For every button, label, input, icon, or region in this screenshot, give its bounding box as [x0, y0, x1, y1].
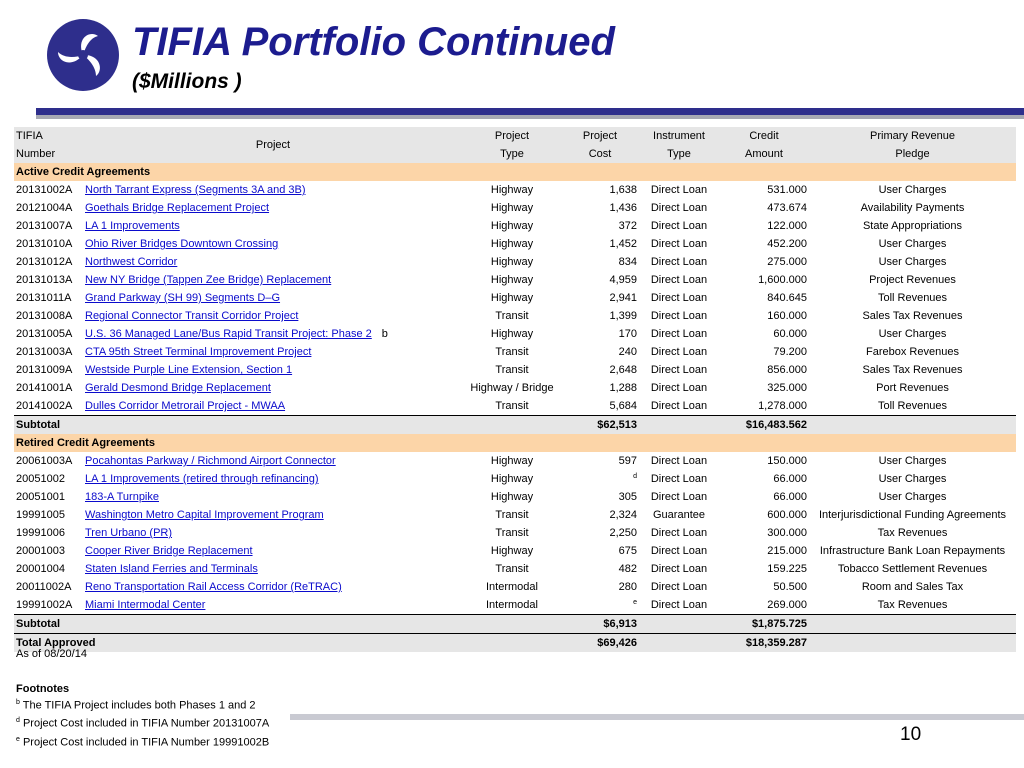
project-link[interactable]: Miami Intermodal Center [85, 599, 206, 611]
project-link[interactable]: Washington Metro Capital Improvement Program [85, 509, 324, 521]
credit-amount: 60.000 [719, 325, 809, 343]
revenue-pledge: Availability Payments [809, 199, 1016, 217]
as-of-date: As of 08/20/14 [16, 648, 87, 660]
instrument-type: Direct Loan [639, 235, 719, 253]
col-number-header: Number [14, 145, 83, 163]
project-cell [83, 199, 463, 217]
revenue-pledge: Sales Tax Revenues [809, 307, 1016, 325]
project-cost: 4,959 [561, 271, 639, 289]
project-cell [83, 181, 463, 199]
revenue-pledge: Interjurisdictional Funding Agreements [809, 506, 1016, 524]
project-cell [83, 488, 463, 506]
project-cell [83, 289, 463, 307]
project-cost: 2,250 [561, 524, 639, 542]
col-type-header: Project [463, 127, 561, 145]
project-cost [561, 470, 639, 488]
project-cost: 372 [561, 217, 639, 235]
section-retired-label: Retired Credit Agreements [14, 434, 1016, 452]
project-link[interactable]: Pocahontas Parkway / Richmond Airport Connector [85, 455, 336, 467]
project-link[interactable]: Tren Urbano (PR) [85, 527, 173, 539]
project-type: Highway [463, 325, 561, 343]
project-link[interactable]: Staten Island Ferries and Terminals [85, 563, 258, 575]
tifia-number: 19991002A [14, 596, 83, 615]
project-link[interactable]: Goethals Bridge Replacement Project [85, 202, 270, 214]
instrument-type: Direct Loan [639, 397, 719, 416]
project-cell [83, 379, 463, 397]
project-link[interactable]: Ohio River Bridges Downtown Crossing [85, 238, 279, 250]
credit-amount: 50.500 [719, 578, 809, 596]
project-type: Highway [463, 488, 561, 506]
project-type: Highway [463, 181, 561, 199]
project-cost: 1,436 [561, 199, 639, 217]
tifia-number: 20131013A [14, 271, 83, 289]
total-approved-row-label: Total Approved [14, 634, 561, 653]
project-type: Highway [463, 289, 561, 307]
instrument-type: Direct Loan [639, 560, 719, 578]
revenue-pledge: Tax Revenues [809, 596, 1016, 615]
instrument-type: Direct Loan [639, 542, 719, 560]
table-row [14, 307, 1016, 325]
instrument-type: Direct Loan [639, 524, 719, 542]
project-type: Highway [463, 199, 561, 217]
col-pledge-header: Primary Revenue [809, 127, 1016, 145]
revenue-pledge: User Charges [809, 470, 1016, 488]
retired-subtotal-row-credit: $1,875.725 [719, 615, 809, 634]
instrument-type: Direct Loan [639, 307, 719, 325]
project-type: Highway [463, 452, 561, 470]
project-cost: 675 [561, 542, 639, 560]
retired-subtotal-row-blank-2 [809, 615, 1016, 634]
tifia-number: 20051002 [14, 470, 83, 488]
retired-subtotal-row-label: Subtotal [14, 615, 561, 634]
project-type: Intermodal [463, 596, 561, 615]
tifia-number: 20121004A [14, 199, 83, 217]
project-cell [83, 524, 463, 542]
project-cell [83, 253, 463, 271]
revenue-pledge: Project Revenues [809, 271, 1016, 289]
retired-subtotal-row-cost: $6,913 [561, 615, 639, 634]
credit-amount: 122.000 [719, 217, 809, 235]
table-row [14, 325, 1016, 343]
instrument-type: Direct Loan [639, 199, 719, 217]
table-row [14, 397, 1016, 416]
project-type: Highway [463, 235, 561, 253]
credit-amount: 275.000 [719, 253, 809, 271]
project-cell [83, 452, 463, 470]
project-cell [83, 235, 463, 253]
page-number: 10 [900, 724, 922, 745]
table-row [14, 596, 1016, 615]
revenue-pledge: Room and Sales Tax [809, 578, 1016, 596]
tifia-number: 20131007A [14, 217, 83, 235]
tifia-number: 20131012A [14, 253, 83, 271]
col-pledge-header-2: Pledge [809, 145, 1016, 163]
page-subtitle: ($Millions ) [132, 70, 242, 93]
revenue-pledge: User Charges [809, 488, 1016, 506]
total-approved-row-blank [639, 634, 719, 653]
credit-amount: 215.000 [719, 542, 809, 560]
table-row [14, 506, 1016, 524]
project-type: Transit [463, 560, 561, 578]
footnote-e: $^e$ Project Cost included in TIFIA Number 19991002B [16, 736, 270, 749]
credit-amount: 600.000 [719, 506, 809, 524]
total-approved-row [14, 634, 1016, 653]
instrument-type: Direct Loan [639, 452, 719, 470]
table-row [14, 578, 1016, 596]
instrument-type: Direct Loan [639, 181, 719, 199]
project-type: Highway [463, 542, 561, 560]
cost-footnote-mark: e [633, 598, 637, 606]
table-row [14, 235, 1016, 253]
credit-amount: 325.000 [719, 379, 809, 397]
cost-footnote-mark: d [633, 472, 637, 480]
credit-amount: 452.200 [719, 235, 809, 253]
instrument-type: Direct Loan [639, 271, 719, 289]
col-credit-header-2: Amount [719, 145, 809, 163]
table-row [14, 289, 1016, 307]
retired-subtotal-row [14, 615, 1016, 634]
active-subtotal-row-label: Subtotal [14, 416, 561, 435]
credit-amount: 66.000 [719, 470, 809, 488]
instrument-type: Direct Loan [639, 488, 719, 506]
project-link[interactable]: Regional Connector Transit Corridor Project [85, 310, 299, 322]
credit-amount: 159.225 [719, 560, 809, 578]
revenue-pledge: Toll Revenues [809, 289, 1016, 307]
instrument-type: Direct Loan [639, 343, 719, 361]
project-type: Highway [463, 271, 561, 289]
section-active-label: Active Credit Agreements [14, 163, 1016, 181]
project-link[interactable]: North Tarrant Express (Segments 3A and 3B) [85, 184, 306, 196]
instrument-type: Direct Loan [639, 325, 719, 343]
table-row [14, 470, 1016, 488]
project-footnote-mark: b [381, 328, 388, 340]
revenue-pledge: Tax Revenues [809, 524, 1016, 542]
dot-logo-icon [46, 18, 120, 92]
project-cost: 834 [561, 253, 639, 271]
footnotes-heading: Footnotes [16, 683, 70, 695]
instrument-type: Direct Loan [639, 470, 719, 488]
project-cost: 1,399 [561, 307, 639, 325]
instrument-type: Direct Loan [639, 289, 719, 307]
revenue-pledge: User Charges [809, 253, 1016, 271]
revenue-pledge: Sales Tax Revenues [809, 361, 1016, 379]
project-type: Transit [463, 397, 561, 416]
project-cost: 2,941 [561, 289, 639, 307]
project-type: Intermodal [463, 578, 561, 596]
revenue-pledge: Farebox Revenues [809, 343, 1016, 361]
table-row [14, 361, 1016, 379]
project-cost [561, 596, 639, 615]
instrument-type: Direct Loan [639, 578, 719, 596]
project-type: Highway [463, 253, 561, 271]
revenue-pledge: User Charges [809, 235, 1016, 253]
instrument-type: Direct Loan [639, 596, 719, 615]
table-row [14, 379, 1016, 397]
table-row [14, 560, 1016, 578]
revenue-pledge: Infrastructure Bank Loan Repayments [809, 542, 1016, 560]
project-cost: 482 [561, 560, 639, 578]
project-type: Transit [463, 506, 561, 524]
table-row [14, 217, 1016, 235]
tifia-number: 20131009A [14, 361, 83, 379]
table-row [14, 181, 1016, 199]
table-row [14, 452, 1016, 470]
instrument-type: Direct Loan [639, 361, 719, 379]
project-link[interactable]: Grand Parkway (SH 99) Segments D–G [85, 292, 281, 304]
credit-amount: 79.200 [719, 343, 809, 361]
table-row [14, 271, 1016, 289]
instrument-type: Direct Loan [639, 379, 719, 397]
project-type: Transit [463, 307, 561, 325]
table-row [14, 343, 1016, 361]
revenue-pledge: User Charges [809, 181, 1016, 199]
col-instrument-header: Instrument [639, 127, 719, 145]
total-approved-row-blank-2 [809, 634, 1016, 653]
project-cell [83, 560, 463, 578]
project-link[interactable]: Gerald Desmond Bridge Replacement [85, 382, 271, 394]
project-link[interactable]: New NY Bridge (Tappen Zee Bridge) Replacement [85, 274, 332, 286]
col-cost-header: Project [561, 127, 639, 145]
tifia-number: 20131003A [14, 343, 83, 361]
portfolio-table-container [14, 127, 1016, 652]
credit-amount: 1,278.000 [719, 397, 809, 416]
tifia-number: 20131010A [14, 235, 83, 253]
footer-rule [290, 714, 1024, 720]
project-cell [83, 271, 463, 289]
project-cost: 2,324 [561, 506, 639, 524]
table-row [14, 488, 1016, 506]
project-type: Transit [463, 343, 561, 361]
credit-amount: 269.000 [719, 596, 809, 615]
project-link[interactable]: Dulles Corridor Metrorail Project - MWAA [85, 400, 286, 412]
tifia-number: 20001004 [14, 560, 83, 578]
instrument-type: Guarantee [639, 506, 719, 524]
project-type: Transit [463, 361, 561, 379]
project-type: Highway / Bridge [463, 379, 561, 397]
project-cell [83, 470, 463, 488]
retired-subtotal-row-blank [639, 615, 719, 634]
active-subtotal-row-cost: $62,513 [561, 416, 639, 435]
credit-amount: 300.000 [719, 524, 809, 542]
project-link[interactable]: Reno Transportation Rail Access Corridor (ReTRAC) [85, 581, 342, 593]
tifia-number: 20131002A [14, 181, 83, 199]
project-cell [83, 343, 463, 361]
portfolio-table [14, 127, 1016, 652]
credit-amount: 531.000 [719, 181, 809, 199]
credit-amount: 840.645 [719, 289, 809, 307]
project-link[interactable]: Northwest Corridor [85, 256, 178, 268]
project-type: Transit [463, 524, 561, 542]
tifia-number: 20051001 [14, 488, 83, 506]
table-row [14, 542, 1016, 560]
col-project-header: Project [83, 127, 463, 163]
credit-amount: 1,600.000 [719, 271, 809, 289]
page-title: TIFIA Portfolio Continued [132, 20, 615, 64]
col-instrument-header-2: Type [639, 145, 719, 163]
project-type: Highway [463, 470, 561, 488]
project-link[interactable]: U.S. 36 Managed Lane/Bus Rapid Transit Project: Phase 2 [85, 328, 372, 340]
project-cost: 1,452 [561, 235, 639, 253]
project-cell [83, 542, 463, 560]
project-cell [83, 361, 463, 379]
project-link[interactable]: Cooper River Bridge Replacement [85, 545, 253, 557]
credit-amount: 160.000 [719, 307, 809, 325]
credit-amount: 473.674 [719, 199, 809, 217]
project-cell [83, 596, 463, 615]
project-link[interactable]: LA 1 Improvements [85, 220, 180, 232]
project-cost: 2,648 [561, 361, 639, 379]
project-link[interactable]: LA 1 Improvements (retired through refinancing) [85, 473, 319, 485]
table-row [14, 524, 1016, 542]
project-cost: 305 [561, 488, 639, 506]
project-cost: 240 [561, 343, 639, 361]
project-cost: 1,638 [561, 181, 639, 199]
instrument-type: Direct Loan [639, 253, 719, 271]
tifia-number: 19991005 [14, 506, 83, 524]
col-type-header-2: Type [463, 145, 561, 163]
tifia-number: 20131011A [14, 289, 83, 307]
tifia-number: 20141002A [14, 397, 83, 416]
tifia-number: 20141001A [14, 379, 83, 397]
header-rule [36, 108, 1024, 115]
active-subtotal-row-credit: $16,483.562 [719, 416, 809, 435]
project-cell [83, 506, 463, 524]
revenue-pledge: User Charges [809, 452, 1016, 470]
project-cell [83, 217, 463, 235]
total-approved-row-credit: $18,359.287 [719, 634, 809, 653]
project-link[interactable]: 183-A Turnpike [85, 491, 159, 503]
project-type: Highway [463, 217, 561, 235]
total-approved-row-cost: $69,426 [561, 634, 639, 653]
revenue-pledge: User Charges [809, 325, 1016, 343]
project-cost: 280 [561, 578, 639, 596]
active-subtotal-row-blank [639, 416, 719, 435]
col-tifia-header: TIFIA [14, 127, 83, 145]
tifia-number: 19991006 [14, 524, 83, 542]
footnote-b: $^b$ The TIFIA Project includes both Phases 1 and 2 [16, 699, 256, 712]
instrument-type: Direct Loan [639, 217, 719, 235]
project-cell [83, 397, 463, 416]
table-row [14, 199, 1016, 217]
project-cell [83, 325, 463, 343]
active-subtotal-row-blank-2 [809, 416, 1016, 435]
header-rule-shadow [36, 115, 1024, 119]
credit-amount: 150.000 [719, 452, 809, 470]
project-cost: 597 [561, 452, 639, 470]
revenue-pledge: Port Revenues [809, 379, 1016, 397]
footnote-d: $^d$ Project Cost included in TIFIA Number 20131007A [16, 717, 270, 730]
tifia-number: 20011002A [14, 578, 83, 596]
project-cost: 5,684 [561, 397, 639, 416]
project-link[interactable]: CTA 95th Street Terminal Improvement Project [85, 346, 312, 358]
revenue-pledge: State Appropriations [809, 217, 1016, 235]
col-credit-header: Credit [719, 127, 809, 145]
project-cost: 170 [561, 325, 639, 343]
credit-amount: 66.000 [719, 488, 809, 506]
credit-amount: 856.000 [719, 361, 809, 379]
project-cell [83, 307, 463, 325]
project-cost: 1,288 [561, 379, 639, 397]
tifia-number: 20001003 [14, 542, 83, 560]
tifia-number: 20131008A [14, 307, 83, 325]
revenue-pledge: Tobacco Settlement Revenues [809, 560, 1016, 578]
tifia-number: 20131005A [14, 325, 83, 343]
table-row [14, 253, 1016, 271]
project-link[interactable]: Westside Purple Line Extension, Section 1 [85, 364, 293, 376]
active-subtotal-row [14, 416, 1016, 435]
tifia-number: 20061003A [14, 452, 83, 470]
col-cost-header-2: Cost [561, 145, 639, 163]
revenue-pledge: Toll Revenues [809, 397, 1016, 416]
project-cell [83, 578, 463, 596]
